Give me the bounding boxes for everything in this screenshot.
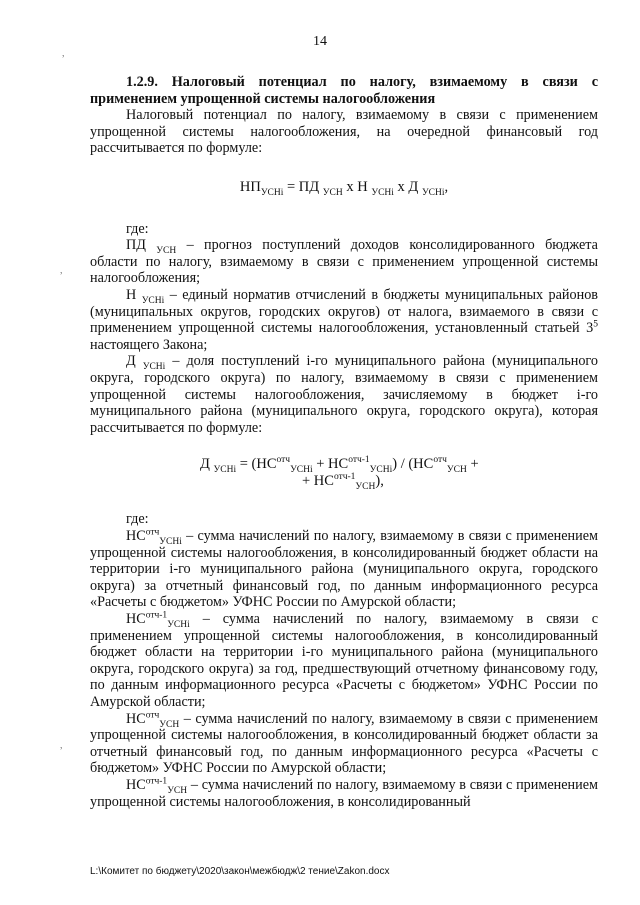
- definition-n: [90, 287, 598, 353]
- formula-subscript: УСНi: [260, 187, 284, 198]
- term-superscript: отч: [145, 709, 160, 720]
- formula-text: Д: [200, 456, 214, 473]
- term-superscript: отч-1: [145, 776, 168, 787]
- term: НС: [126, 528, 146, 545]
- term: Д: [126, 353, 143, 370]
- intro-paragraph: Налоговый потенциал по налогу, взимаемому в связи с применением упрощенной системы налогообложения, на очередной финансовый год рассчитывается по формуле:: [90, 107, 598, 157]
- term: ПД: [126, 237, 157, 254]
- term-subscript: УСНi: [159, 536, 182, 547]
- definition-text: – сумма начислений по налогу, взимаемому в связи с применением упрощенной системы налогообложения, в консолидированный бюджет области на территории i-го муниципального района (муниципального округа, городского округа) за год, предшествующий отчетному финансовому году, по данным информационного ресурса «Расчеты с бюджетом» УФНС России по Амурской области;: [90, 611, 598, 710]
- formula-text: НП: [239, 178, 261, 195]
- formula-text: = ПД: [283, 178, 323, 195]
- where-label: где:: [126, 220, 149, 237]
- term-subscript: УСНi: [142, 362, 166, 373]
- definition-text: – сумма начислений по налогу, взимаемому в связи с применением упрощенной системы налогообложения, в консолидированный: [90, 776, 598, 810]
- formula-text: ,: [444, 178, 449, 195]
- definition-ns-current: [90, 528, 598, 611]
- definition-d: [90, 353, 598, 436]
- formula-subscript: УСНi: [421, 187, 445, 198]
- term: НС: [126, 710, 146, 727]
- formula-text: ) / (НС: [392, 456, 434, 473]
- formula-line: [90, 473, 598, 490]
- term: НС: [126, 611, 146, 628]
- definition-ns-total-current: [90, 711, 598, 777]
- term-superscript: отч-1: [145, 610, 168, 621]
- definition-text: – сумма начислений по налогу, взимаемому в связи с применением упрощенной системы налогообложения, в консолидированный бюджет области за отчетный финансовый год, по данным информационного ресурса «Расчеты с бюджетом» УФНС России по Амурской области;: [90, 710, 598, 777]
- definition-ns-total-previous: [90, 777, 598, 810]
- formula-text: ),: [375, 472, 384, 489]
- definition-text: настоящего Закона;: [90, 336, 208, 353]
- formula-text: = (НС: [236, 456, 277, 473]
- formula-share: [90, 455, 598, 492]
- scan-mark: ,: [62, 48, 65, 59]
- formula-superscript: отч-1: [348, 455, 370, 466]
- definition-ns-previous: [90, 611, 598, 711]
- definition-text: – сумма начислений по налогу, взимаемому в связи с применением упрощенной системы налогообложения, в консолидированный бюджет области на территории i-го муниципального района (муниципального округа, городского округа) за отчетный финансовый год, по данным информационного ресурса «Расчеты с бюджетом» УФНС России по Амурской области;: [90, 528, 598, 611]
- page-number: 14: [313, 34, 327, 49]
- term-subscript: УСНi: [141, 295, 165, 306]
- term-subscript: УСН: [167, 785, 188, 796]
- formula-text: + НС: [312, 456, 349, 473]
- term-subscript: УСН: [159, 719, 180, 730]
- formula-subscript: УСН: [322, 187, 343, 198]
- term-subscript: УСНi: [167, 619, 190, 630]
- formula-subscript: УСНi: [371, 187, 394, 198]
- definition-text: – единый норматив отчислений в бюджеты муниципальных районов (муниципальных округов, городских округов) от налога, взимаемого в связи с применением упрощенной системы налогообложения, установленный статьей 3: [90, 286, 598, 337]
- formula-superscript: отч: [276, 455, 291, 466]
- formula-tax-potential: [90, 179, 598, 196]
- formula-text: + НС: [302, 472, 334, 489]
- definition-text: – доля поступлений i-го муниципального района (муниципального округа, городского округа) по налогу, взимаемому в связи с применением упрощенной системы налогообложения, зачисляемому в бюджет i-го муниципального района (муниципального округа, городского округа), которая рассчитывается по формуле:: [90, 353, 598, 436]
- scan-mark: ,: [60, 265, 63, 276]
- definition-pd: [90, 237, 598, 287]
- term: НС: [126, 776, 146, 793]
- definition-text: – прогноз поступлений доходов консолидированного бюджета области по налогу, взимаемому в связи с применением упрощенной системы налогообложения;: [90, 237, 598, 287]
- article-superscript: 5: [593, 319, 598, 330]
- formula-text: х Н: [342, 178, 372, 195]
- where-label: где:: [126, 511, 149, 528]
- formula-text: х Д: [393, 178, 422, 195]
- document-body: [90, 74, 598, 810]
- term: Н: [126, 286, 142, 303]
- formula-subscript: УСНi: [213, 465, 237, 476]
- formula-superscript: отч: [433, 455, 447, 466]
- formula-subscript: УСНi: [290, 465, 313, 476]
- formula-text: +: [466, 456, 479, 473]
- section-heading: 1.2.9. Налоговый потенциал по налогу, взимаемому в связи с применением упрощенной системы налогообложения: [90, 74, 598, 107]
- scan-mark: ,: [60, 740, 63, 751]
- term-superscript: отч: [145, 527, 160, 538]
- formula-subscript: УСНi: [369, 465, 393, 476]
- formula-subscript: УСН: [355, 481, 376, 492]
- term-subscript: УСН: [156, 245, 177, 256]
- formula-line: [90, 455, 598, 476]
- file-path-footer: L:\Комитет по бюджету\2020\закон\межбюдж\2 тение\Zakon.docx: [90, 866, 390, 877]
- formula-superscript: отч-1: [333, 472, 356, 483]
- formula-subscript: УСН: [446, 465, 467, 476]
